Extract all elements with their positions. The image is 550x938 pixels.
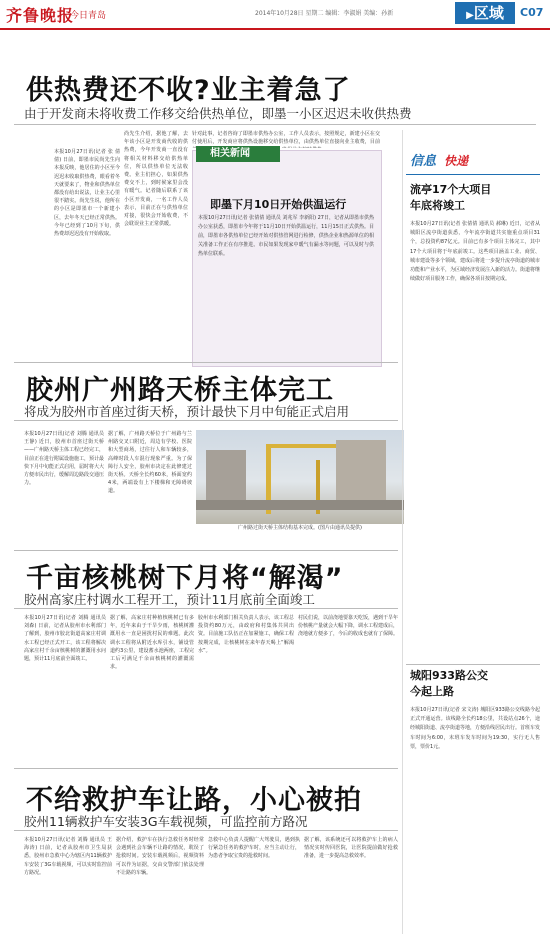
story4-col4: 据了解，该系统还可以将救护车上的病人情况实时传回医院，让医院提前做好抢救准备，进一步提高急救效率。	[304, 837, 398, 860]
story4-rule	[14, 830, 398, 831]
news-brief-label-sub: 快递	[444, 154, 469, 168]
story4-subhead: 胶州11辆救护车安装3G车载视频，可监控前方路况	[24, 814, 308, 829]
story3-col4: 村民们说，以前浇地要靠天吃饭，遇到干旱年份核桃产量就会大幅下降，调水工程建成后，浇地就方便多了，今后的收成也就有了保障。	[298, 615, 398, 638]
brief1-body: 本报10月27日讯(记者 张倩倩 通讯员 郝琳) 近日，记者从城阳区流亭街道获悉，今年流亭街道共实施重点项目31个，总投资约87亿元。目前已有多个项目主体完工，其中17个大项目将于年底前竣工。这些项目涵盖工业、商贸、城市建设等多个领域，建成后将进一步提升流亭街道的城市功能和产业水平，为区域经济发展注入新的活力。街道将继续做好项目服务工作，确保各项目按期完成。	[410, 221, 540, 283]
story3-col2: 据了解，高家庄村种植核桃树已有多年，近年来由于干旱少雨，核桃树灌溉用水一直是困扰村民的难题。此次调水工程将从附近水库引水，铺设管道约3公里，建设蓄水池两座，工程完工后可满足千余亩核桃树的灌溉需求。	[110, 615, 194, 671]
story2-col2: 据了解，广州路天桥位于广州路与兰州路交叉口附近，周边有学校、医院和大型商场，过往行人和车辆较多，高峰时段人车混行现象严重。为了保障行人安全，胶州市决定在此修建过街天桥。天桥全长约60米，桥面宽约4米，两端设有上下楼梯和无障碍坡道。	[108, 431, 192, 495]
page-number: C07	[520, 6, 544, 19]
edition-name: 今日青岛	[70, 11, 107, 21]
photo-caption: 广州路过街天桥主体结构基本完成。(图片由通讯员提供)	[238, 525, 362, 531]
section-tab	[455, 2, 515, 24]
story3-subhead: 胶州高家庄村调水工程开工，预计11月底前全面竣工	[24, 592, 315, 607]
story4-col2: 据介绍，救护车在执行急救任务时经常会遇到社会车辆不让路的情况，耽误了抢救时间。安装车载视频后，视频资料可以作为证据，交由交警部门依法处理不让路的车辆。	[116, 837, 204, 876]
story1-bottom-rule	[14, 362, 398, 363]
story2-subhead: 将成为胶州市首座过街天桥，预计最快下月中旬能正式启用	[24, 404, 350, 419]
news-brief-label: 信息	[410, 154, 437, 169]
bridge-photo	[196, 430, 404, 524]
story1-col3: 针对此事，记者咨询了即墨市供热办公室，工作人员表示，按照规定，新建小区在交付使用后，开发商应将供热设施移交给供热单位，由供热单位直接向业主收费，目前	[192, 131, 380, 146]
news-brief-rule	[406, 174, 540, 175]
story4-col3: 急救中心负责人提醒广大驾驶员，遇到执行紧急任务的救护车时，应当主动让行，为患者争取宝贵的抢救时间。	[208, 837, 300, 860]
story1-headline: 供热费还不收?业主着急了	[26, 75, 351, 106]
story3-col3: 胶州市水利部门相关负责人表示，该工程总投资约80万元，由政府和村集体共同出资。目前施工队伍正在加紧施工，确保工程按期完成，让核桃树在来年春天喝上“解渴水”。	[198, 615, 294, 654]
brief-separator	[406, 664, 540, 665]
arrow-icon: ▶	[466, 10, 474, 21]
story1-col1: 本报10月27日讯(记者 张 倩倩) 日前，即墨市民尚先生向本报反映，他居住的小区至今迟迟未收取供热费，眼看着冬天就要来了，物业和供热单位都没有给出说法，让业主心里很不踏实。尚先生说，他所在的小区是即墨市一个新建小区，去年冬天已经正常供热。今年已经到了10月下旬，供热费却迟迟没有开始收取。	[54, 149, 120, 238]
brief2-title: 城阳933路公交 今起上路	[410, 669, 488, 698]
section-label: 区域	[473, 4, 504, 22]
story1-col2: 尚先生介绍，据他了解，去年该小区是开发商代收的供热费，今年开发商一直没有将相关材料移交给供热单位，所以供热单位无法收费。业主们担心，如果供热费交不上，到时候家里会没有暖气。记者随后联系了该小区开发商，一名工作人员表示，目前正在与供热单位对接，很快会开始收费，不会耽误业主正常供暖。	[124, 131, 188, 228]
right-column-divider	[402, 130, 403, 934]
related-news-tag: 相关新闻	[196, 146, 280, 162]
story1-subhead: 由于开发商未将收费工作移交给供热单位，即墨一小区迟迟未收供热费	[24, 106, 412, 121]
story2-rule	[14, 420, 398, 421]
story3-rule	[14, 608, 398, 609]
dateline: 2014年10月28日 星期二 编辑：李淑娟 美编：孙新	[255, 10, 394, 17]
newspaper-logo: 齐鲁晚报	[6, 6, 75, 25]
story2-headline: 胶州广州路天桥主体完工	[26, 375, 334, 406]
story2-col1: 本报10月27日讯(记者 刘腾 通讯员 王静) 近日，胶州市首座过街天桥——广州路天桥主体工程已经完工，目前正在进行附属设施施工，预计最快下月中旬能正式启用，届时将大大方便市民出行，缓解周边路段交通压力。	[24, 431, 104, 487]
related-news-title: 即墨下月10日开始供温运行	[210, 198, 347, 211]
brief2-body: 本报10月27日讯(记者 宋文涛) 城阳区933路公交线路今起正式开通运营。该线路全长约18公里，共设站点26个，途经城阳街道、流亭街道等地，方便沿线居民出行。首班车发车时间为6:00，末班车发车时间为19:30，实行无人售票，票价1元。	[410, 707, 540, 750]
story3-headline: 千亩核桃树下月将“解渴”	[26, 563, 344, 594]
story3-bottom-rule	[14, 768, 398, 769]
story1-rule	[14, 124, 536, 125]
story3-col1: 本报10月27日讯(记者 刘腾 通讯员 刘森) 日前，记者从胶州市水利部门了解到，胶州市胶北街道高家庄村调水工程已经正式开工，该工程将解决高家庄村千余亩核桃树的灌溉用水问题，预计11月底前全面竣工。	[24, 615, 106, 663]
related-news-body: 本报10月27日讯(记者 张倩倩 通讯员 刘兆军 李新阳) 27日，记者从即墨市供热办公室获悉，即墨市今年将于11月10日开始供温运行，11月15日正式供热。目前，即墨市各供热单位已经开始对供热管网进行检修，供热企业和热源单位的相关准备工作正在有序推进。市民如果发现家中暖气有漏水等问题，可以及时与供热单位联系。	[198, 215, 374, 257]
story2-bottom-rule	[14, 550, 398, 551]
story4-col1: 本报10月27日讯(记者 刘腾 通讯员 王海涛) 日前，记者从胶州市卫生局获悉，胶州市急救中心为辖区内11辆救护车安装了3G车载视频，可以实时监控前方路况。	[24, 837, 112, 876]
story4-headline: 不给救护车让路，小心被拍	[26, 785, 362, 816]
brief1-title: 流亭17个大项目 年底将竣工	[410, 183, 492, 212]
